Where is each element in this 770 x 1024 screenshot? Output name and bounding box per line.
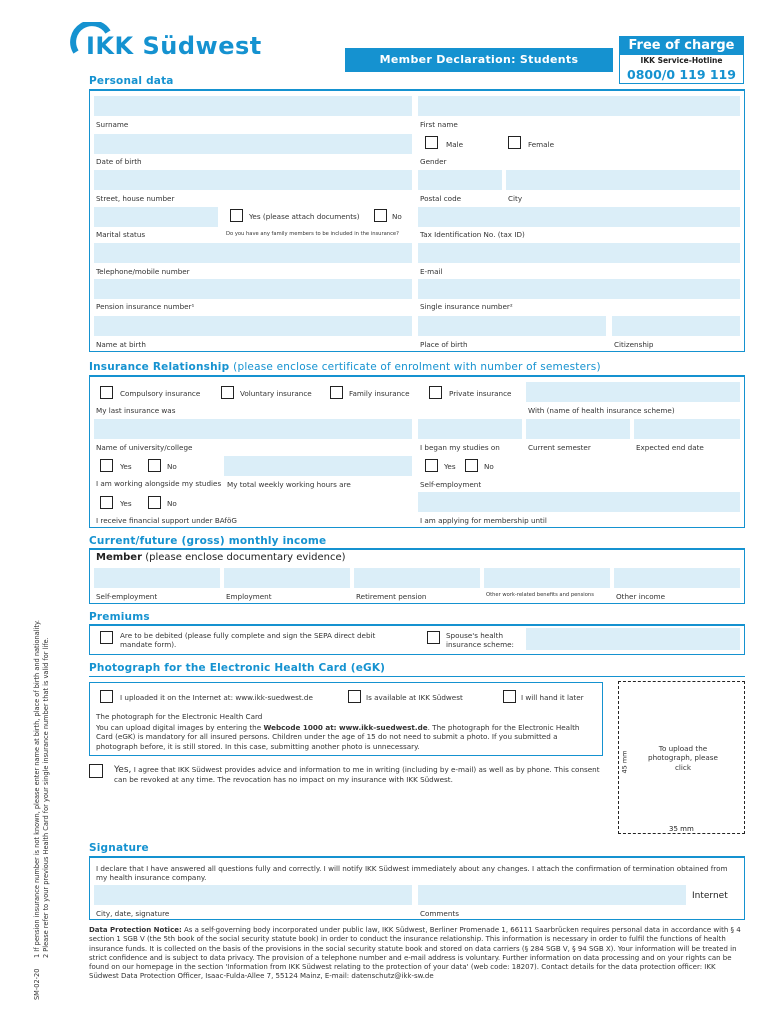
place-birth-field[interactable] (418, 316, 606, 336)
self-emp-no-label: No (484, 462, 494, 471)
spouse-field[interactable] (526, 628, 740, 650)
consent-body: I agree that IKK Südwest provides advice and information to me in writing (including by e-mail) as well as by phone. This consent can be revoked at any time. The revocation has no impact on my insurance with IKK Südwest. (114, 765, 600, 785)
consent-text (114, 765, 604, 785)
sign-field[interactable] (94, 885, 412, 905)
private-checkbox[interactable] (429, 386, 442, 399)
debit-label: Are to be debited (please fully complete and sign the SEPA direct debit mandate form). (120, 631, 376, 650)
with-scheme-field[interactable] (526, 382, 740, 402)
member-line (96, 552, 346, 563)
name-birth-label: Name at birth (96, 340, 146, 349)
pension-label: Pension insurance number¹ (96, 302, 195, 311)
premiums-heading: Premiums (89, 611, 150, 623)
hotline-box (619, 36, 744, 84)
photo-info-pre: You can upload digital images by entering the (96, 723, 264, 732)
family-question: Do you have any family members to be included in the insurance? (226, 231, 399, 237)
height-mm-label: 45 mm (620, 750, 629, 774)
name-birth-field[interactable] (94, 316, 412, 336)
citizenship-label: Citizenship (614, 340, 654, 349)
tax-id-label: Tax Identification No. (tax ID) (420, 230, 525, 239)
began-label: I began my studies on (420, 443, 500, 452)
female-label: Female (528, 140, 554, 149)
photo-upload-box[interactable] (618, 681, 745, 834)
working-label: I am working alongside my studies (96, 479, 222, 488)
family-yes-label: Yes (please attach documents) (249, 212, 360, 221)
consent-yes: Yes, (114, 765, 132, 775)
with-scheme-label: With (name of health insurance scheme) (528, 406, 675, 415)
internet-label: Internet (692, 891, 728, 901)
insurance-title: Insurance Relationship (89, 361, 230, 373)
family-no-label: No (392, 212, 402, 221)
male-checkbox[interactable] (425, 136, 438, 149)
tax-id-field[interactable] (418, 207, 740, 227)
footnote-1: 1 If pension insurance number is not known, please enter name at birth, place of birth and nationality. (33, 619, 41, 958)
began-field[interactable] (418, 419, 522, 439)
city-label: City (508, 194, 523, 203)
protection-title: Data Protection Notice: (89, 926, 182, 934)
hand-later-label: I will hand it later (521, 693, 584, 702)
marital-label: Marital status (96, 230, 146, 239)
single-field[interactable] (418, 279, 740, 299)
male-label: Male (446, 140, 464, 149)
inc-emp-label: Employment (226, 592, 272, 601)
logo-text: IKK Südwest (86, 32, 262, 60)
applying-field[interactable] (418, 492, 740, 512)
hand-later-checkbox[interactable] (503, 690, 516, 703)
gender-label: Gender (420, 157, 447, 166)
spouse-checkbox[interactable] (427, 631, 440, 644)
family-ins-label: Family insurance (349, 389, 410, 398)
footnote-2: 2 Please refer to your previous Health Card for your single insurance number that is valid for life. (42, 637, 50, 958)
phone-field[interactable] (94, 243, 412, 263)
citizenship-field[interactable] (612, 316, 740, 336)
university-field[interactable] (94, 419, 412, 439)
hotline-free: Free of charge (620, 37, 743, 55)
member-sub: (please enclose documentary evidence) (145, 552, 346, 563)
data-protection (89, 926, 745, 982)
photo-caption: The photograph for the Electronic Health Card (96, 712, 263, 721)
form-code: SM-02-20 (33, 968, 41, 1000)
available-checkbox[interactable] (348, 690, 361, 703)
email-field[interactable] (418, 243, 740, 263)
street-label: Street, house number (96, 194, 175, 203)
last-ins-label: My last insurance was (96, 406, 176, 415)
working-no-label: No (167, 462, 177, 471)
applying-label: I am applying for membership until (420, 516, 547, 525)
voluntary-checkbox[interactable] (221, 386, 234, 399)
city-field[interactable] (506, 170, 740, 190)
weekly-label: My total weekly working hours are (227, 480, 351, 489)
inc-other-work-field[interactable] (484, 568, 610, 588)
title-bar (345, 48, 613, 72)
end-date-label: Expected end date (636, 443, 704, 452)
inc-other-field[interactable] (614, 568, 740, 588)
dob-label: Date of birth (96, 157, 142, 166)
rule (89, 676, 745, 677)
member-label: Member (96, 552, 143, 563)
signature-heading: Signature (89, 842, 149, 854)
bafog-no-label: No (167, 499, 177, 508)
email-label: E-mail (420, 267, 443, 276)
income-heading: Current/future (gross) monthly income (89, 535, 327, 547)
family-ins-checkbox[interactable] (330, 386, 343, 399)
semester-field[interactable] (526, 419, 630, 439)
bafog-no-checkbox[interactable] (148, 496, 161, 509)
photo-heading: Photograph for the Electronic Health Card (eGK) (89, 662, 386, 674)
hotline-label: IKK Service-Hotline (640, 56, 723, 65)
phone-label: Telephone/mobile number (96, 267, 190, 276)
inc-other-label: Other income (616, 592, 666, 601)
hotline-number: 0800/0 119 119 (627, 67, 736, 82)
inc-emp-field[interactable] (224, 568, 350, 588)
inc-other-work-label: Other work-related benefits and pensions (486, 592, 594, 598)
insurance-heading (89, 361, 601, 373)
side-notes (33, 560, 73, 1000)
photo-info-bold: Webcode 1000 at: www.ikk-suedwest.de (263, 723, 428, 732)
working-yes-checkbox[interactable] (100, 459, 113, 472)
self-emp-no-checkbox[interactable] (465, 459, 478, 472)
inc-self-label: Self-employment (96, 592, 158, 601)
page-title: Member Declaration: Students (379, 53, 579, 66)
dob-field[interactable] (94, 134, 412, 154)
bafog-yes-label: Yes (120, 499, 132, 508)
working-no-checkbox[interactable] (148, 459, 161, 472)
upload-text: To upload the photograph, please click (648, 744, 718, 772)
weekly-hours-field[interactable] (224, 456, 412, 476)
protection-text: As a self-governing body incorporated under public law, IKK Südwest, Berliner Promenade 1, 66111 Saarbrücken requires personal data in accordance with § 4 section 1 SGB V (the 5th book of the social security statute book) in order to conduct the insurance relationship. This information is necessary in order to fulfil the functions of health insurance funds. It is collected on the basis of the provisions in the social security statute book and stored on data carriers (§ 284 SGB V, § 94 SGB X). Your information will be treated in strict confidence and is subject to data privacy. The provision of a telephone number and e-mail address is voluntary. Further information on data processing and on your rights can be found on our homepage in the section 'Information from IKK Südwest relating to the protection of your data' (web code: 18207). Contact details for the data protection officer: IKK Südwest Data Protection Officer, Isaac-Fulda-Allee 7, 55124 Mainz, E-mail: datenschutz@ikk-sw.de (89, 926, 741, 981)
comments-field[interactable] (418, 885, 686, 905)
private-label: Private insurance (449, 389, 512, 398)
photo-info (96, 723, 596, 751)
street-field[interactable] (94, 170, 412, 190)
photo-info-post: . The photograph for the Electronic Health Card (eGK) is mandatory for all insured persons. Children under the age of 15 do not need to submit a photo. If you submitted a photograph before, it is still stored. In this case, submitting another photo is unnecessary. (96, 723, 580, 751)
compulsory-checkbox[interactable] (100, 386, 113, 399)
compulsory-label: Compulsory insurance (120, 389, 201, 398)
pension-field[interactable] (94, 279, 412, 299)
uploaded-label: I uploaded it on the Internet at: www.ikk-suedwest.de (120, 693, 313, 702)
surname-field[interactable] (94, 96, 412, 116)
family-no-checkbox[interactable] (374, 209, 387, 222)
bafog-label: I receive financial support under BAföG (96, 516, 237, 525)
university-label: Name of university/college (96, 443, 193, 452)
debit-checkbox[interactable] (100, 631, 113, 644)
consent-checkbox[interactable] (89, 764, 103, 778)
logo (70, 22, 270, 64)
postal-label: Postal code (420, 194, 462, 203)
comments-label: Comments (420, 909, 459, 918)
personal-heading: Personal data (89, 75, 174, 87)
inc-self-field[interactable] (94, 568, 220, 588)
semester-label: Current semester (528, 443, 591, 452)
working-yes-label: Yes (120, 462, 132, 471)
self-emp-yes-checkbox[interactable] (425, 459, 438, 472)
insurance-sub: (please enclose certificate of enrolment with number of semesters) (233, 361, 601, 373)
end-date-field[interactable] (634, 419, 740, 439)
width-mm-label: 35 mm (669, 825, 694, 833)
first-name-label: First name (420, 120, 458, 129)
bafog-yes-checkbox[interactable] (100, 496, 113, 509)
marital-field[interactable] (94, 207, 218, 227)
self-emp-yes-label: Yes (444, 462, 456, 471)
family-yes-checkbox[interactable] (230, 209, 243, 222)
voluntary-label: Voluntary insurance (240, 389, 312, 398)
single-label: Single insurance number² (420, 302, 513, 311)
spouse-label: Spouse's health insurance scheme: (446, 631, 514, 650)
first-name-field[interactable] (418, 96, 740, 116)
inc-ret-label: Retirement pension (356, 592, 427, 601)
city-date-label: City, date, signature (96, 909, 170, 918)
place-birth-label: Place of birth (420, 340, 468, 349)
female-checkbox[interactable] (508, 136, 521, 149)
available-label: Is available at IKK Südwest (366, 693, 463, 702)
postal-field[interactable] (418, 170, 502, 190)
inc-ret-field[interactable] (354, 568, 480, 588)
declare-text: I declare that I have answered all questions fully and correctly. I will notify IKK Südwest immediately about any changes. I attach the confirmation of termination obtained from my health insurance company. (96, 864, 728, 883)
self-emp-label: Self-employment (420, 480, 482, 489)
uploaded-checkbox[interactable] (100, 690, 113, 703)
surname-label: Surname (96, 120, 129, 129)
